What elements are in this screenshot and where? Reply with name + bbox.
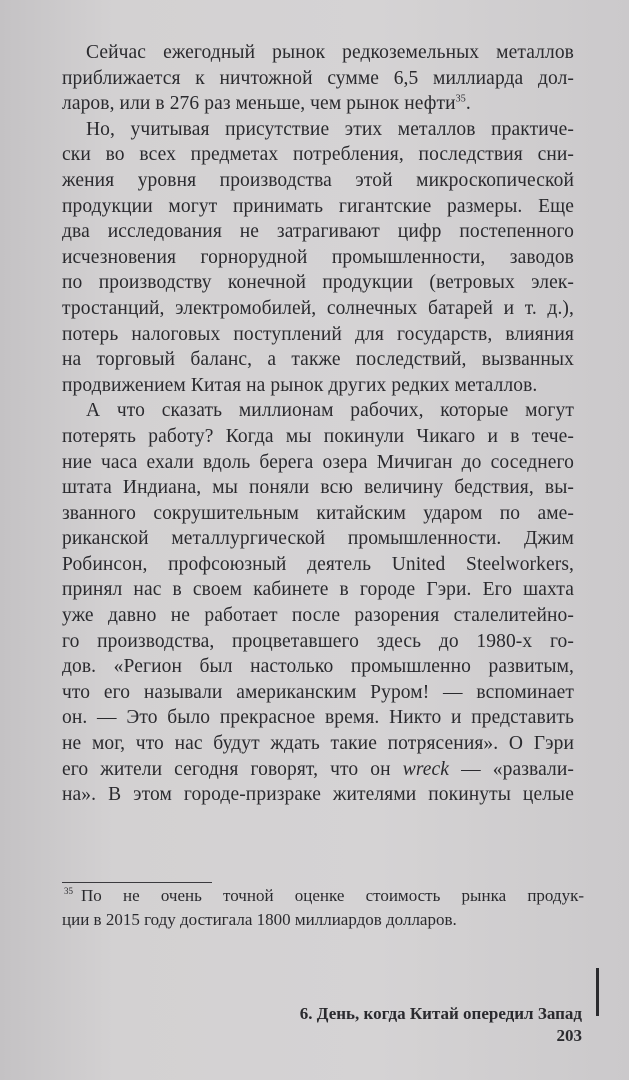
text-line: уже давно не работает после разорения сталелитейно- bbox=[62, 605, 574, 627]
text-line-content: ларов, или в 276 раз меньше, чем рынок нефти bbox=[62, 93, 456, 115]
text-line: потерь налоговых поступлений для государств, влияния bbox=[62, 323, 574, 345]
text-line: принял нас в своем кабинете в городе Гэри. Его шахта bbox=[62, 579, 574, 601]
text-line-content: «развали- bbox=[492, 758, 574, 780]
text-line: что его называли американским Руром! — вспоминает bbox=[62, 681, 574, 703]
text-line: ски во всех предметах потребления, последствия сни- bbox=[62, 144, 574, 166]
footnote-marker: 35 bbox=[64, 886, 73, 897]
text-line: го производства, процветавшего здесь до 1980-х го- bbox=[62, 630, 574, 652]
text-line: штата Индиана, мы поняли всю величину бедствия, вы- bbox=[62, 477, 574, 499]
text-line: жения уровня производства этой микроскопической bbox=[62, 169, 574, 191]
text-line: Робинсон, профсоюзный деятель United Steelworkers, bbox=[62, 553, 574, 575]
text-line: ларов, или в 276 раз меньше, чем рынок нефти$^{35}$. bbox=[62, 93, 471, 115]
footnote-text: По не очень точной оценке стоимость рынка продук- bbox=[81, 886, 584, 905]
text-line: по производству конечной продукции (ветровых элек- bbox=[62, 272, 574, 294]
em-dash: — bbox=[461, 758, 481, 780]
footnote-line: ции в 2015 году достигала 1800 миллиардов долларов. bbox=[62, 910, 457, 929]
text-line: два исследования не затрагивают цифр постепенного bbox=[62, 221, 574, 243]
text-line bbox=[62, 757, 574, 783]
body-text bbox=[62, 40, 574, 808]
page-number: 203 bbox=[556, 1026, 582, 1045]
text-line: продукции могут принимать гигантские размеры. Еще bbox=[62, 195, 574, 217]
running-head: 6. День, когда Китай опередил Запад bbox=[299, 1004, 582, 1023]
italic-word: wreck bbox=[402, 758, 450, 780]
text-line-content: его жители сегодня говорят, что он bbox=[62, 758, 391, 780]
margin-bar bbox=[596, 968, 599, 1016]
text-line: дов. «Регион был настолько промышленно развитым, bbox=[62, 656, 574, 678]
footnote-reference: 35 bbox=[455, 93, 466, 105]
text-line: исчезновения горнорудной промышленности, заводов bbox=[62, 246, 574, 268]
text-line: потерять работу? Когда мы покинули Чикаго и в тече- bbox=[62, 425, 574, 447]
text-line: продвижением Китая на рынок других редких металлов. bbox=[62, 374, 538, 396]
text-line: Сейчас ежегодный рынок редкоземельных металлов bbox=[86, 42, 574, 63]
text-line: тростанций, электромобилей, солнечных батарей и т. д.), bbox=[62, 297, 574, 319]
text-line: званного сокрушительным китайским ударом по аме- bbox=[62, 502, 574, 524]
footnote-line bbox=[62, 884, 584, 908]
text-line: он. — Это было прекрасное время. Никто и представить bbox=[62, 707, 574, 729]
text-line: Но, учитывая присутствие этих металлов практиче- bbox=[86, 118, 574, 140]
text-line: на торговый баланс, а также последствий, вызванных bbox=[62, 349, 574, 371]
text-line: ние часа ехали вдоль берега озера Мичиган до соседнего bbox=[62, 451, 574, 473]
text-line: не мог, что нас будут ждать такие потрясения». О Гэри bbox=[62, 733, 574, 755]
text-line: А что сказать миллионам рабочих, которые могут bbox=[86, 400, 574, 422]
footnote-divider bbox=[62, 882, 212, 883]
footnote bbox=[62, 884, 584, 932]
text-line: риканской металлургической промышленности. Джим bbox=[62, 528, 574, 550]
text-line: на». В этом городе-призраке жителями покинуты целые bbox=[62, 784, 574, 806]
text-line: приближается к ничтожной сумме 6,5 миллиарда дол- bbox=[62, 67, 574, 89]
